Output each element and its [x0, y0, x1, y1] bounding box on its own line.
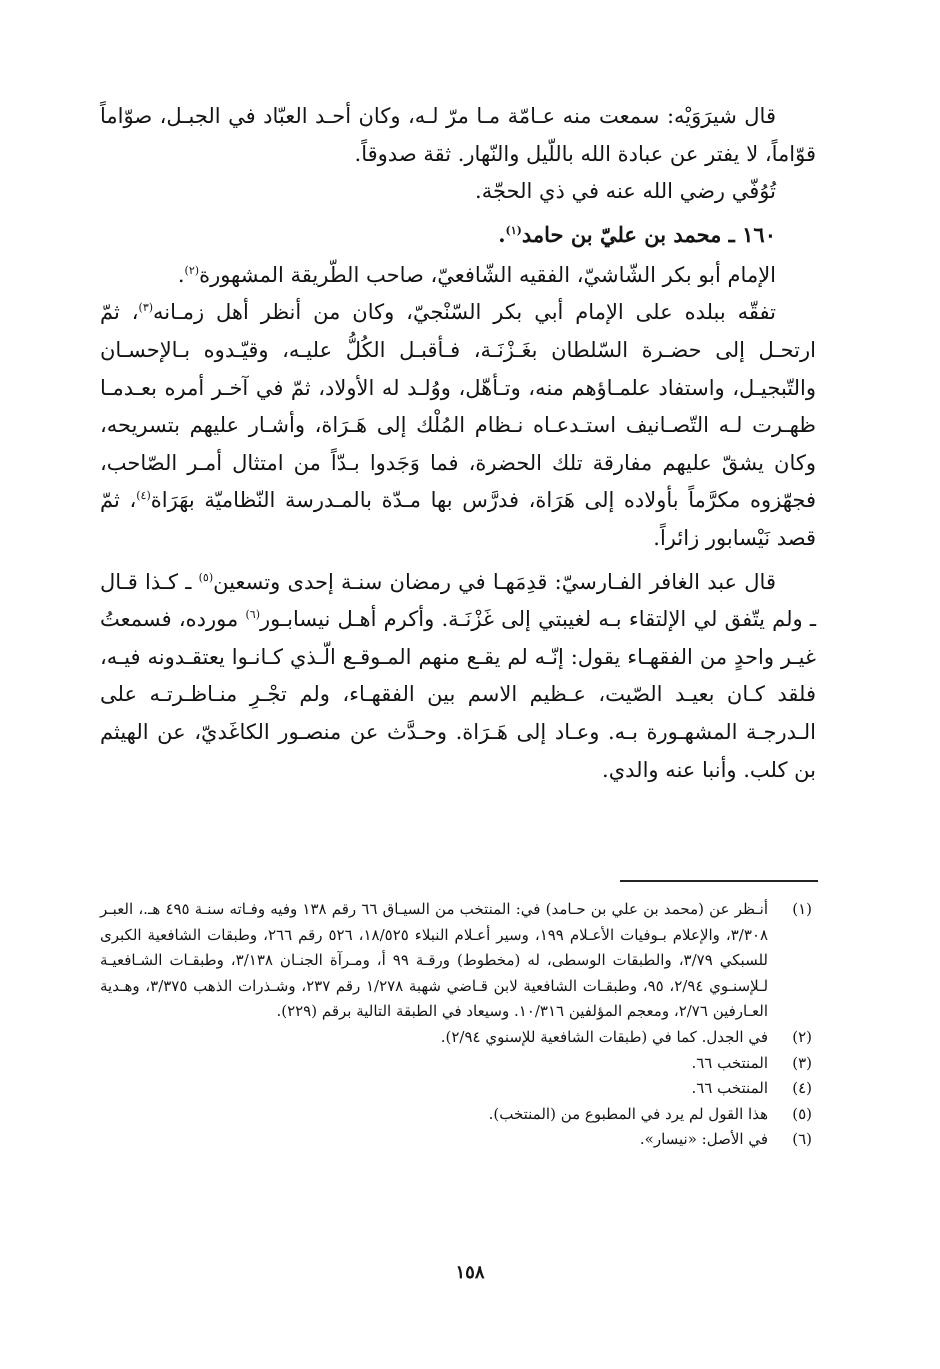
paragraph-text: تفقّه ببلده على الإمام أبي بكر السّنْجيّ، وكان من أنظر أهل زمـانه: [153, 300, 777, 325]
footnote-item: [100, 1051, 816, 1077]
paragraph-text: قال شيرَوَيْه: سمعت منه عـامّة مـا مرّ لـه، وكان أحـد العبّاد في الجبـل، صوّاماً قوّاماً، لا يفتر عن عبادة الله باللّيل والنّهار. ثقة صدوقاً.: [100, 104, 816, 166]
footnote-item: [100, 1025, 816, 1051]
footnote-text: أنـظر عن (محمد بن علي بن حـامد) في: المنتخب من السيـاق ٦٦ رقم ١٣٨ وفيه وفـاته سنـة ٤٩٥ هـ.، العبـر ٣/٣٠٨، والإعلام بـوفيات الأعـلام ١٩٩، وسير أعـلام النبلاء ١٨/٥٢٥، ٥٢٦ رقم ٢٦٦، وطبقات الشافعية الكبرى للسبكي ٣/٧٩، والطبقات الوسطى، له (مخطوط) ورقـة ٩٩ أ، ومـرآة الجنـان ٣/١٣٨، وطبقـات الشـافعيـة لـلإسنـوي ٢/٩٤، ٩٥، وطبقـات الشافعية لابن قـاضي شهبة ١/٢٧٨ رقم ٢٣٧، وشـذرات الذهب ٣/٣٧٥، وهـدية العـارفين ٢/٧٦، ومعجم المؤلفين ١٠/٣١٦. وسيعاد في الطبقة التالية برقم (٢٢٩).: [100, 900, 769, 1021]
footnote-number: (٢): [792, 1027, 812, 1046]
paragraph-tail: .: [177, 262, 185, 287]
paragraph-abdulghafir-quote: [100, 564, 816, 790]
footnote-number: (٥): [792, 1104, 812, 1123]
footnote-text: في الجدل. كما في (طبقات الشافعية للإسنوي ٢/٩٤).: [440, 1027, 768, 1046]
footnotes: [100, 897, 816, 1153]
paragraph-text: ـ كـذا قـال ـ ولم يتّفق لي الإلتقاء بـه لغيبتي إلى غَزْنَـة. وأكرم أهـل نيسابـور: [100, 569, 817, 632]
biography-heading: [100, 215, 816, 255]
footnote-ref-2[interactable]: (٢): [184, 263, 200, 277]
footnote-number: (٣): [792, 1053, 812, 1072]
footnote-divider: [620, 880, 818, 882]
paragraph-text: ، ثمّ قصد نَيْسابور زائراً.: [100, 488, 816, 550]
footnote-ref-4[interactable]: (٤): [136, 489, 151, 503]
paragraph-text: ، ثمّ ارتحـل إلى حضـرة السّلطان بغَـزْنَـة، فـأقبـل الكُلُّ عليـه، وقيّـدوه بـالإحسـان والتّبجيـل، واستفاد علمـاؤهم منه، وتـأهّل، ووُلـد له الأولاد، ثمّ في آخـر أمره بعـدمـا ظهـرت لـه التّصـانيف استـدعـاه نـظام المُلْك إلى هَـرَاة، وأشـار عليهم بتسريحه، وكان يشقّ عليهم مفارقة تلك الحضرة، فما وَجَدوا بـدّاً من امتثال أمـر الصّاحب، فجهّزوه مكرَّماً بأولاده إلى هَرَاة، فدرَّس بها مـدّة بالمـدرسة النّظاميّة بهَرَاة: [100, 300, 816, 513]
paragraph-title: [100, 257, 816, 295]
paragraph-biography: [100, 294, 816, 557]
footnote-ref-3[interactable]: (٣): [138, 301, 154, 315]
heading-text: ١٦٠ ـ محمد بن عليّ بن حامد: [521, 221, 776, 247]
main-text: [100, 98, 816, 789]
footnote-number: (١): [792, 900, 812, 918]
footnote-ref-1[interactable]: (١): [505, 223, 522, 237]
footnote-text: المنتخب ٦٦.: [691, 1053, 768, 1072]
paragraph-text: مورده، فسمعتُ غيـر واحدٍ من الفقهـاء يقول: إنّـه لم يقـع منهم المـوقـع الّـذي كـانـوا يعتقـدونه فيـه، فلقد كـان بعيـد الصّيت، عـظيم الاسم بين الفقهـاء، ولم تجْـرِ منـاظـرتـه على الـدرجـة المشهـورة بـه. وعـاد إلى هَـرَاة. وحـدَّث عن منصـور الكاغَديّ، عن الهيثم بن كلب. وأنبا عنه والدي.: [100, 607, 816, 782]
footnote-text: المنتخب ٦٦.: [691, 1079, 768, 1098]
footnote-number: (٦): [792, 1130, 812, 1149]
paragraph-text: تُوُفّي رضي الله عنه في ذي الحجّة.: [475, 179, 776, 204]
heading-tail: .: [498, 221, 506, 247]
paragraph-text: الإمام أبو بكر الشّاشيّ، الفقيه الشّافعيّ، صاحب الطّريقة المشهورة: [199, 262, 776, 287]
footnote-item: [100, 1127, 816, 1153]
footnote-item: [100, 1102, 816, 1128]
footnote-ref-6[interactable]: (٦): [245, 608, 260, 622]
footnote-item: [100, 1076, 816, 1102]
paragraph-shirawayh-quote: [100, 98, 816, 173]
page-number: ١٥٨: [455, 1262, 485, 1283]
paragraph-text: قال عبد الغافر الفـارسيّ: قدِمَهـا في رمضان سنـة إحدى وتسعين: [213, 569, 776, 594]
footnote-number: (٤): [792, 1079, 812, 1098]
footnote-text: في الأصل: «نيسار».: [639, 1130, 768, 1149]
paragraph-death-note: [100, 173, 816, 211]
footnote-ref-5[interactable]: (٥): [198, 570, 214, 584]
footnote-item: [100, 897, 816, 1025]
footnote-text: هذا القول لم يرد في المطبوع من (المنتخب).: [488, 1104, 768, 1123]
